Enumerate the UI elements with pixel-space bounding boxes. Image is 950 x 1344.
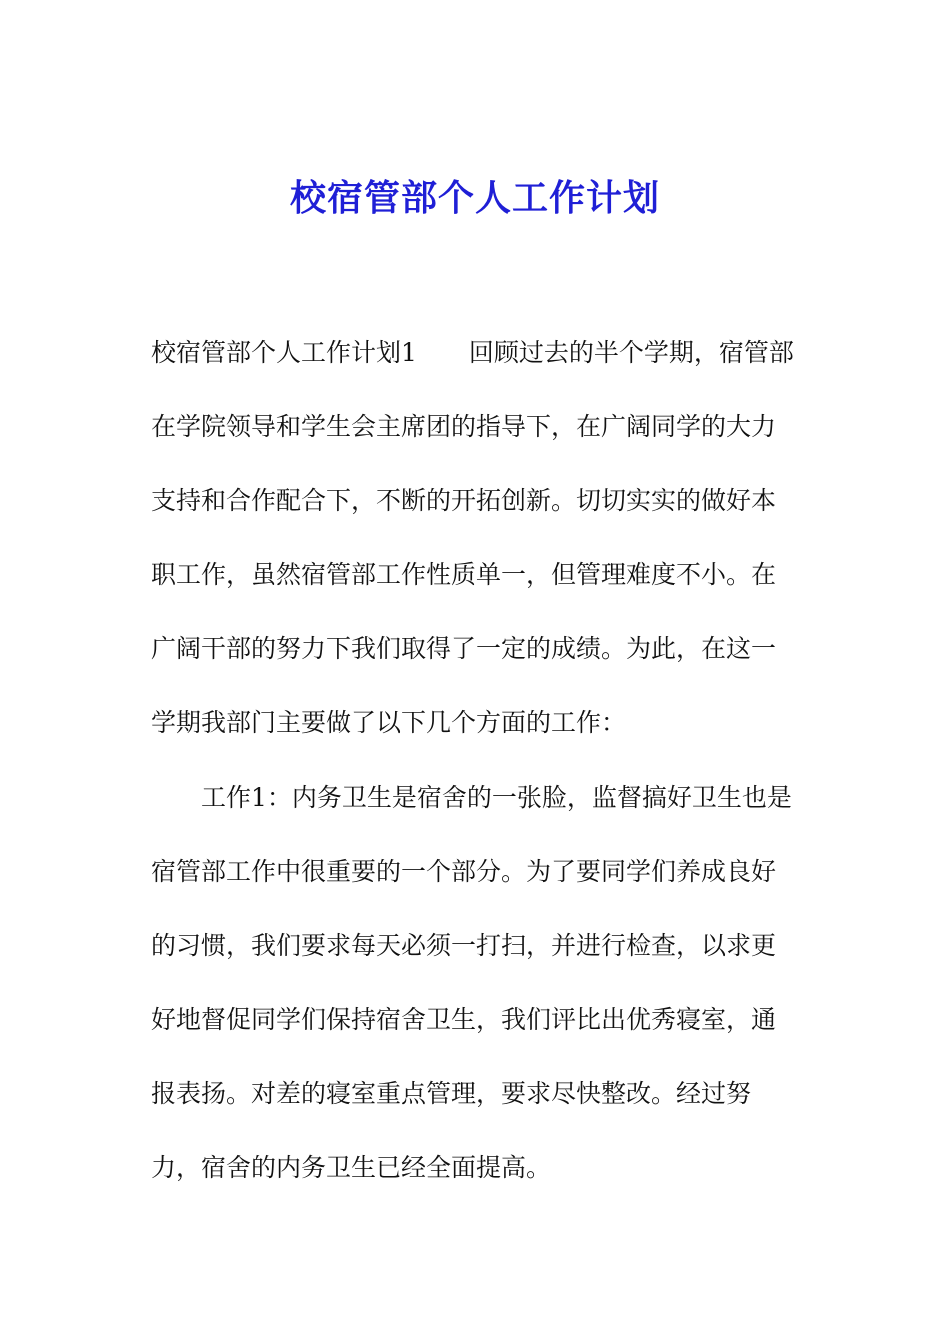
section-heading: 校宿管部个人工作计划1 xyxy=(151,338,417,367)
paragraph-line: 报表扬。对差的寝室重点管理，要求尽快整改。经过努 xyxy=(151,1079,752,1108)
paragraph-line: 工作1：内务卫生是宿舍的一张脸，监督搞好卫生也是 xyxy=(201,783,792,812)
paragraph-line: 在学院领导和学生会主席团的指导下，在广阔同学的大力 xyxy=(151,412,777,441)
paragraph-line: 宿管部工作中很重要的一个部分。为了要同学们养成良好 xyxy=(151,857,777,886)
paragraph-line: 学期我部门主要做了以下几个方面的工作： xyxy=(151,708,627,737)
paragraph-line-text: 回顾过去的半个学期，宿管部 xyxy=(468,338,794,367)
paragraph-line: 力，宿舍的内务卫生已经全面提高。 xyxy=(151,1153,552,1182)
paragraph-line: 支持和合作配合下，不断的开拓创新。切切实实的做好本 xyxy=(151,486,777,515)
paragraph-2 xyxy=(151,761,821,1205)
paragraph-line: 广阔干部的努力下我们取得了一定的成绩。为此，在这一 xyxy=(151,634,777,663)
document-title: 校宿管部个人工作计划 xyxy=(289,177,660,219)
paragraph-line: 职工作，虽然宿管部工作性质单一，但管理难度不小。在 xyxy=(151,560,777,589)
paragraph-line: 的习惯，我们要求每天必须一打扫，并进行检查，以求更 xyxy=(151,931,777,960)
paragraph-1 xyxy=(151,316,821,760)
paragraph-line xyxy=(151,316,821,390)
paragraph-line: 好地督促同学们保持宿舍卫生，我们评比出优秀寝室，通 xyxy=(151,1005,777,1034)
